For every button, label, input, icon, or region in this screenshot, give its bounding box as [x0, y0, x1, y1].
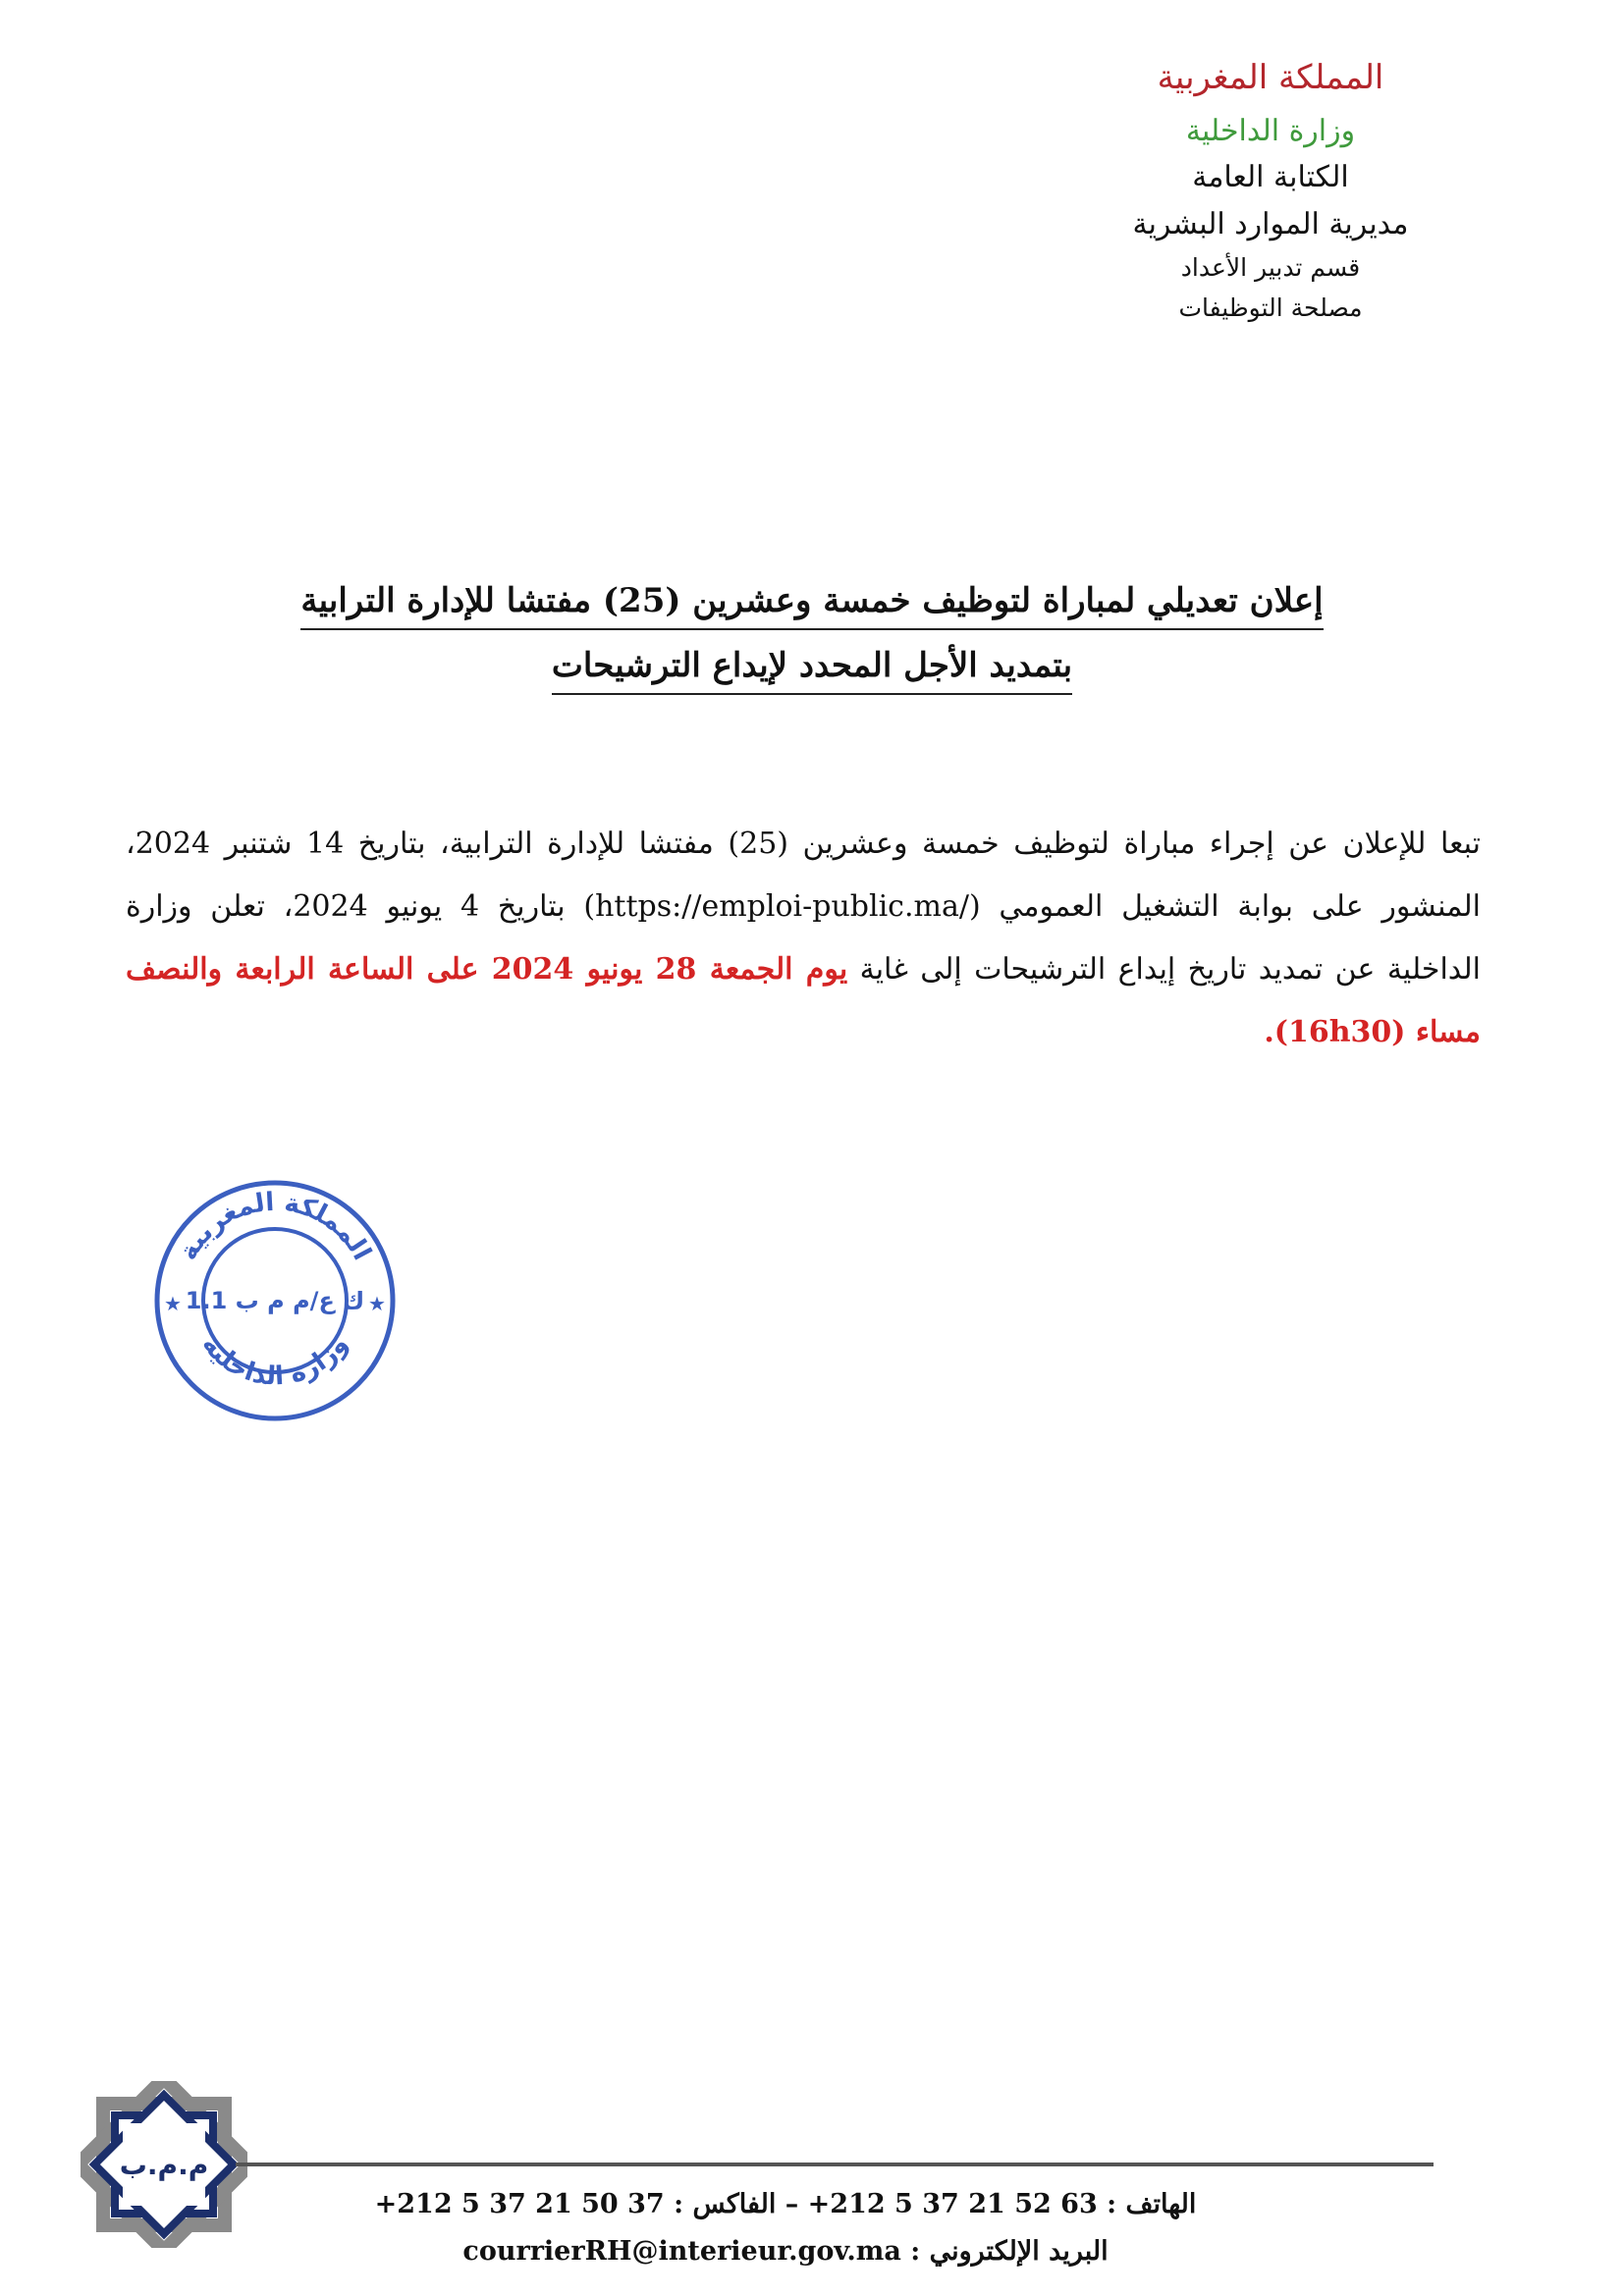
star-icon: ★: [368, 1292, 386, 1315]
body-text-part-2: ) بتاريخ 4 يونيو 2024، تعلن وزارة الداخلية عن تمديد تاريخ إيداع الترشيحات إلى غاية: [126, 889, 1481, 987]
fax-number: +212 5 37 21 50 37: [374, 2189, 665, 2219]
email-address[interactable]: courrierRH@interieur.gov.ma: [462, 2236, 901, 2267]
logo-text: م.م.ب: [119, 2149, 209, 2181]
announcement-title: [0, 579, 1624, 695]
letterhead-ministry: وزارة الداخلية: [1185, 113, 1356, 148]
letterhead-division: قسم تدبير الأعداد: [1180, 253, 1361, 282]
stamp-outer-text: المملكة المغربية: [173, 1187, 377, 1266]
letterhead-directorate: مديرية الموارد البشرية: [1132, 206, 1409, 241]
title-line-2: بتمديد الأجل المحدد لإيداع الترشيحات: [552, 644, 1072, 695]
body-text-part-1: تبعا للإعلان عن إجراء مباراة لتوظيف خمسة وعشرين (25) مفتشا للإدارة الترابية، بتاريخ 14 شتنبر 2024، المنشور على بوابة التشغيل العمومي (: [126, 827, 1481, 924]
letterhead-secretariat: الكتابة العامة: [1192, 160, 1349, 194]
footer-contact: [295, 2181, 1276, 2275]
svg-text:وزارة الداخلية: [196, 1330, 354, 1391]
fax-label: الفاكس :: [674, 2189, 777, 2219]
footer-email-row: [295, 2228, 1276, 2275]
deadline-highlight: يوم الجمعة 28 يونيو 2024 على الساعة الرابعة والنصف مساء (16h30).: [126, 952, 1481, 1049]
ministry-logo: [81, 2081, 247, 2248]
svg-text:المملكة المغربية: [174, 1188, 377, 1265]
footer-separator: –: [785, 2189, 799, 2219]
phone-number: +212 5 37 21 52 63: [807, 2189, 1098, 2219]
ministry-stamp: [147, 1173, 403, 1428]
announcement-body: [126, 813, 1481, 1064]
portal-link[interactable]: https://emploi-public.ma/: [595, 889, 969, 924]
stamp-inner-text: ك ع/م م ب 1.1: [185, 1287, 365, 1314]
title-line-1: إعلان تعديلي لمباراة لتوظيف خمسة وعشرين (25) مفتشا للإدارة الترابية: [300, 579, 1323, 630]
phone-label: الهاتف :: [1107, 2189, 1197, 2219]
letterhead: [1064, 57, 1477, 324]
star-icon: ★: [164, 1292, 182, 1315]
footer-divider: [236, 2163, 1434, 2166]
email-label: البريد الإلكتروني :: [910, 2236, 1109, 2267]
stamp-bottom-text: وزارة الداخلية: [195, 1330, 354, 1392]
letterhead-service: مصلحة التوظيفات: [1178, 294, 1363, 323]
footer-phone-fax-row: [295, 2181, 1276, 2228]
letterhead-kingdom: المملكة المغربية: [1157, 58, 1384, 97]
